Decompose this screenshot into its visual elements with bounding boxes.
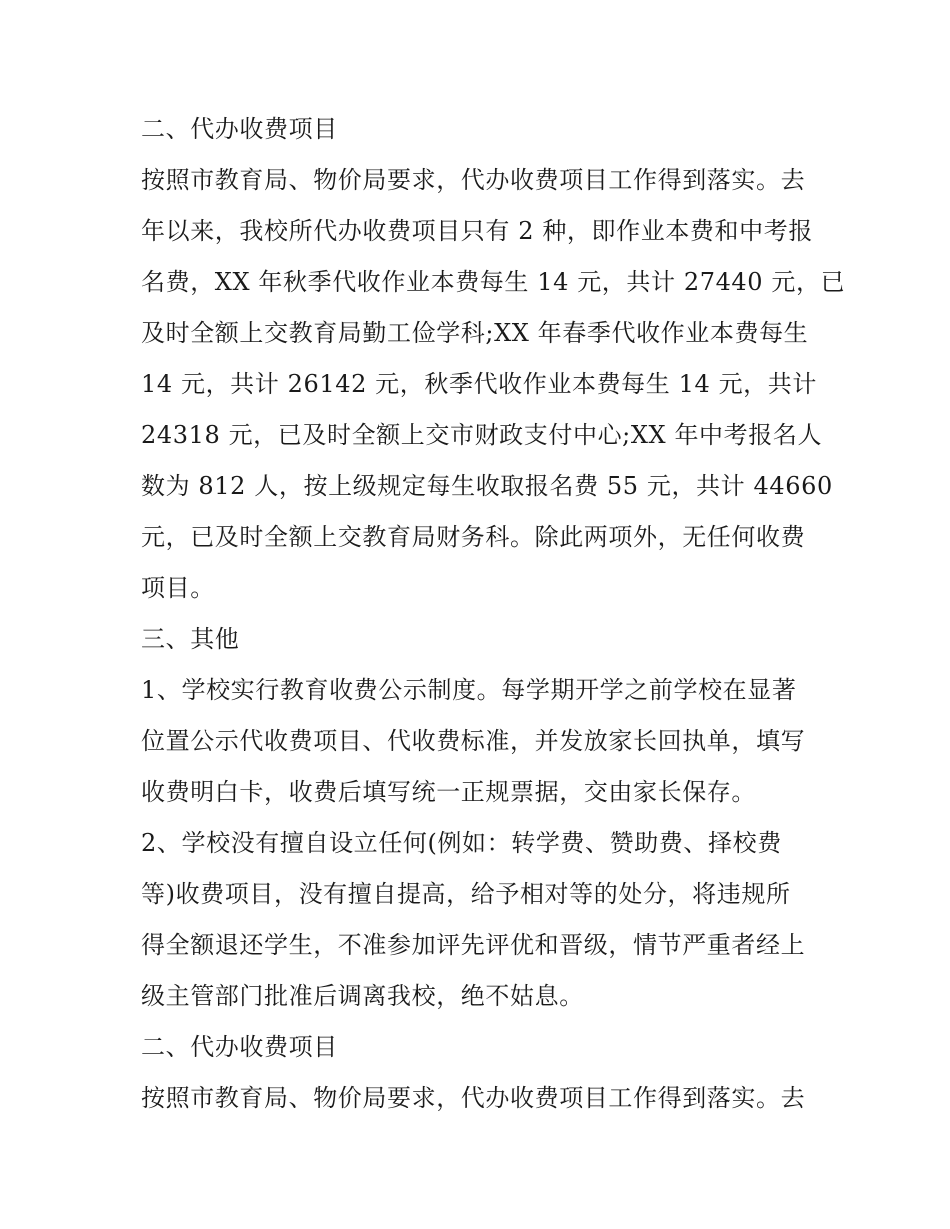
paragraph-line: 1、学校实行教育收费公示制度。每学期开学之前学校在显著 <box>141 676 797 704</box>
section-heading: 二、代办收费项目 <box>141 115 338 143</box>
paragraph-line: 14 元，共计 26142 元，秋季代收作业本费每生 14 元，共计 <box>141 370 817 398</box>
paragraph-line: 位置公示代收费项目、代收费标准，并发放家长回执单，填写 <box>141 727 806 755</box>
paragraph-line: 级主管部门批准后调离我校，绝不姑息。 <box>141 982 584 1010</box>
paragraph-line: 项目。 <box>141 574 215 602</box>
paragraph-line: 按照市教育局、物价局要求，代办收费项目工作得到落实。去 <box>141 1084 806 1112</box>
document-body <box>141 104 846 1124</box>
section-heading: 三、其他 <box>141 625 240 653</box>
paragraph-line: 收费明白卡，收费后填写统一正规票据，交由家长保存。 <box>141 778 756 806</box>
paragraph-line: 年以来，我校所代办收费项目只有 2 种，即作业本费和中考报 <box>141 217 813 245</box>
paragraph-line: 名费，XX 年秋季代收作业本费每生 14 元，共计 27440 元，已 <box>141 268 846 296</box>
paragraph-line: 及时全额上交教育局勤工俭学科;XX 年春季代收作业本费每生 <box>141 319 809 347</box>
paragraph-line: 2、学校没有擅自设立任何(例如：转学费、赞助费、择校费 <box>141 829 782 857</box>
paragraph-line: 元，已及时全额上交教育局财务科。除此两项外，无任何收费 <box>141 523 806 551</box>
paragraph-line: 得全额退还学生，不准参加评先评优和晋级，情节严重者经上 <box>141 931 806 959</box>
paragraph-line: 24318 元，已及时全额上交市财政支付中心;XX 年中考报名人 <box>141 421 823 449</box>
paragraph-line: 数为 812 人，按上级规定每生收取报名费 55 元，共计 44660 <box>141 472 833 500</box>
paragraph-line: 等)收费项目，没有擅自提高，给予相对等的处分，将违规所 <box>141 880 791 908</box>
paragraph-line: 按照市教育局、物价局要求，代办收费项目工作得到落实。去 <box>141 166 806 194</box>
section-heading: 二、代办收费项目 <box>141 1033 338 1061</box>
